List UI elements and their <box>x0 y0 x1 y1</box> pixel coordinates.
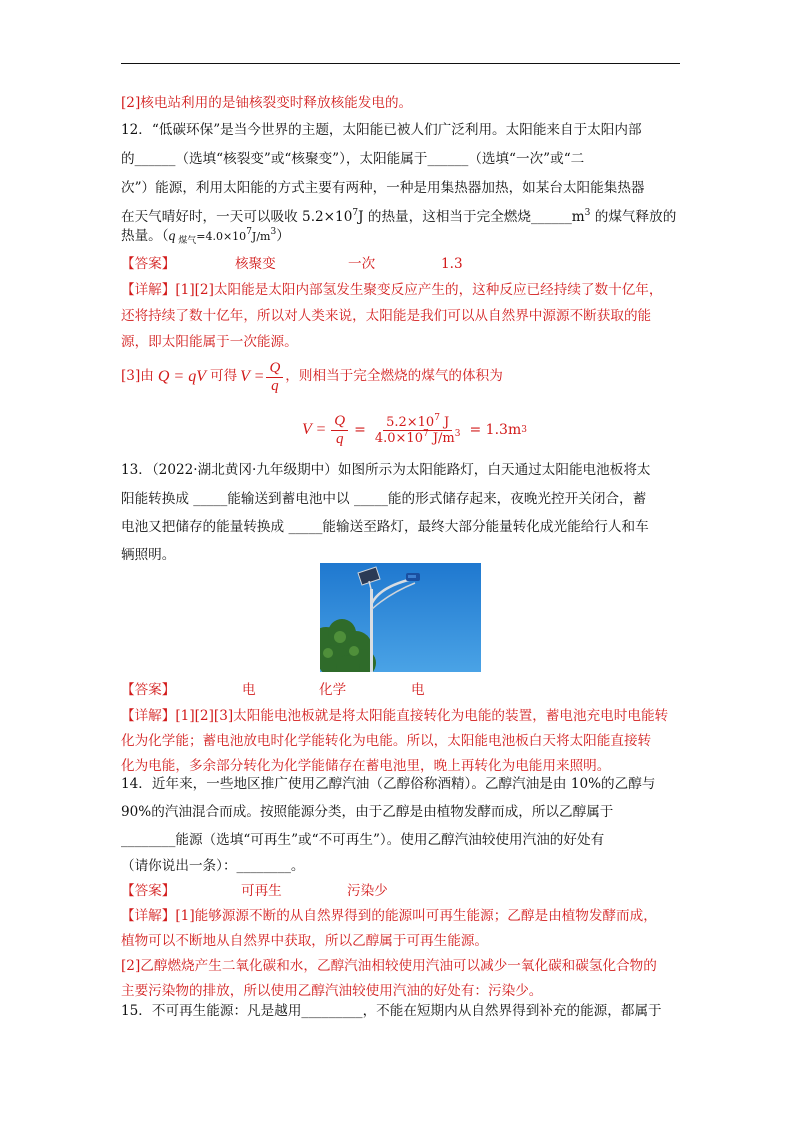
superscript: 3 <box>454 428 461 439</box>
explanation-line: 源，即太阳能属于一次能源。 <box>121 334 298 350</box>
answer-line <box>121 682 425 698</box>
header-rule <box>121 63 680 64</box>
text: 热量。（ <box>121 228 169 244</box>
question-12-line <box>121 208 677 225</box>
answer-value: 核聚变 <box>235 256 276 272</box>
question-13-line: 13．（2022·湖北黄冈·九年级期中）如图所示为太阳能路灯，白天通过太阳能电池板将太 <box>121 462 651 478</box>
question-14-line: 14．近年来，一些地区推广使用乙醇汽油（乙醇俗称酒精）。乙醇汽油是由 10%的乙醇与 <box>121 776 656 792</box>
fraction <box>266 361 283 394</box>
answer-value: 一次 <box>348 256 376 272</box>
question-13-line: 辆照明。 <box>121 547 176 563</box>
explanation-line: 化为电能，多余部分转化为化学能储存在蓄电池里，晚上再转化为电能用来照明。 <box>121 758 611 774</box>
text: J 的热量，这相当于完全燃烧______m <box>358 209 585 225</box>
text: 可得 <box>209 368 238 385</box>
result: = 1.3m <box>469 422 522 438</box>
question-14-line: 90%的汽油混合而成。按照能源分类，由于乙醇是由植物发酵而成，所以乙醇属于 <box>121 804 614 820</box>
denominator: q <box>335 430 344 447</box>
text: ，则相当于完全燃烧的煤气的体积为 <box>285 368 503 385</box>
answer-value: 电 <box>242 682 256 698</box>
numerator: Q <box>266 361 283 378</box>
text: 4.0×10 <box>374 430 423 446</box>
display-equation: V = $\frac{Q}{q}$ = $\frac{5.2\times 10^7 J}{4.0\times 10^7 J/m^3}$ = 1.3m 3 <box>302 412 527 447</box>
explanation-line: 【详解】[1][2][3]太阳能电池板就是将太阳能直接转化为电能的装置，蓄电池充电时电能转 <box>121 708 669 724</box>
superscript: 3 <box>584 208 591 218</box>
fraction <box>372 412 464 446</box>
symbol-q: q <box>168 228 176 243</box>
question-12-line: 的______（选填“核裂变”或“核聚变”），太阳能属于______（选填“一次”或“二 <box>121 151 585 167</box>
text: [3]由 <box>121 368 154 385</box>
answer-line <box>121 256 463 272</box>
explanation-formula-line <box>121 360 503 394</box>
question-13-line: 电池又把储存的能量转换成 _____能输送至路灯，最终大部分能量转化成光能给行人和车 <box>121 519 649 535</box>
street-lamp-illustration <box>320 563 481 672</box>
answer-value: 电 <box>411 682 425 698</box>
explanation-line: 【详解】[1][2]太阳能是太阳内部氢发生聚变反应产生的，这种反应已经持续了数十亿年， <box>121 282 663 298</box>
text: 的煤气释放的 <box>590 209 677 225</box>
text: ） <box>276 228 290 244</box>
formula: V = <box>302 421 327 438</box>
text: =4.0×10 <box>196 230 247 243</box>
denominator: q <box>271 377 279 394</box>
answer-value: 1.3 <box>441 256 463 272</box>
superscript: 7 <box>352 208 359 218</box>
denominator <box>372 428 464 446</box>
answer-line <box>121 883 388 899</box>
explanation-line: [2]乙醇燃烧产生二氧化碳和水，乙醇汽油相较使用汽油可以减少一氧化碳和碳氢化合物的 <box>121 958 657 974</box>
superscript: 7 <box>246 227 252 237</box>
equals: = <box>354 422 366 438</box>
question-12-line: 次”）能源，利用太阳能的方式主要有两种，一种是用集热器加热，如某台太阳能集热器 <box>121 180 645 196</box>
superscript: 3 <box>270 227 277 237</box>
question-12-line <box>121 229 290 244</box>
text: J <box>439 414 450 430</box>
question-13-line: 阳能转换成 _____能输送到蓄电池中以 _____能的形式储存起来，夜晚光控开关闭合，蓄 <box>121 491 647 507</box>
answer-value: 污染少 <box>347 883 388 899</box>
answer-value: 可再生 <box>241 883 282 899</box>
answer-label: 【答案】 <box>121 883 176 899</box>
question-12-line: 12．“低碳环保”是当今世界的主题，太阳能已被人们广泛利用。太阳能来自于太阳内部 <box>121 122 642 138</box>
text: 在天气晴好时，一天可以吸收 5.2×10 <box>121 209 353 225</box>
explanation-line: 还将持续了数十亿年，所以对人类来说，太阳能是我们可以从自然界中源源不断获取的能 <box>121 308 652 324</box>
numerator: Q <box>331 414 348 431</box>
explanation-line: 植物可以不断地从自然界中获取，所以乙醇属于可再生能源。 <box>121 933 489 949</box>
text: 5.2×10 <box>386 414 435 430</box>
question-14-line: （请你说出一条）：________。 <box>121 858 305 874</box>
explanation-line: 主要污染物的排放，所以使用乙醇汽油较使用汽油的好处有：污染少。 <box>121 983 543 999</box>
text: J/m <box>428 430 455 446</box>
numerator <box>383 412 452 431</box>
solar-street-lamp-photo <box>320 563 481 672</box>
question-15-line: 15．不可再生能源：凡是越用_________，不能在短期内从自然界得到补充的能源，都属于 <box>121 1003 662 1019</box>
superscript: 7 <box>422 428 429 439</box>
fraction <box>331 414 348 447</box>
answer-value: 化学 <box>319 682 347 698</box>
formula: V = <box>240 368 265 385</box>
question-14-line: ________能源（选填“可再生”或“不可再生”）。使用乙醇汽油较使用汽油的好处有 <box>121 832 605 848</box>
explanation-line: 化为化学能；蓄电池放电时化学能转化为电能。所以，太阳能电池板白天将太阳能直接转 <box>121 733 652 749</box>
explanation-line: [2]核电站利用的是铀核裂变时释放核能发电的。 <box>121 95 413 111</box>
explanation-line: 【详解】[1]能够源源不断的从自然界得到的能源叫可再生能源；乙醇是由植物发酵而成， <box>121 908 657 924</box>
subscript: 煤气 <box>175 236 197 246</box>
superscript: 7 <box>434 412 440 423</box>
answer-label: 【答案】 <box>121 256 176 272</box>
text: J/m <box>251 230 271 243</box>
formula: Q = qV <box>157 368 206 385</box>
answer-label: 【答案】 <box>121 682 176 698</box>
